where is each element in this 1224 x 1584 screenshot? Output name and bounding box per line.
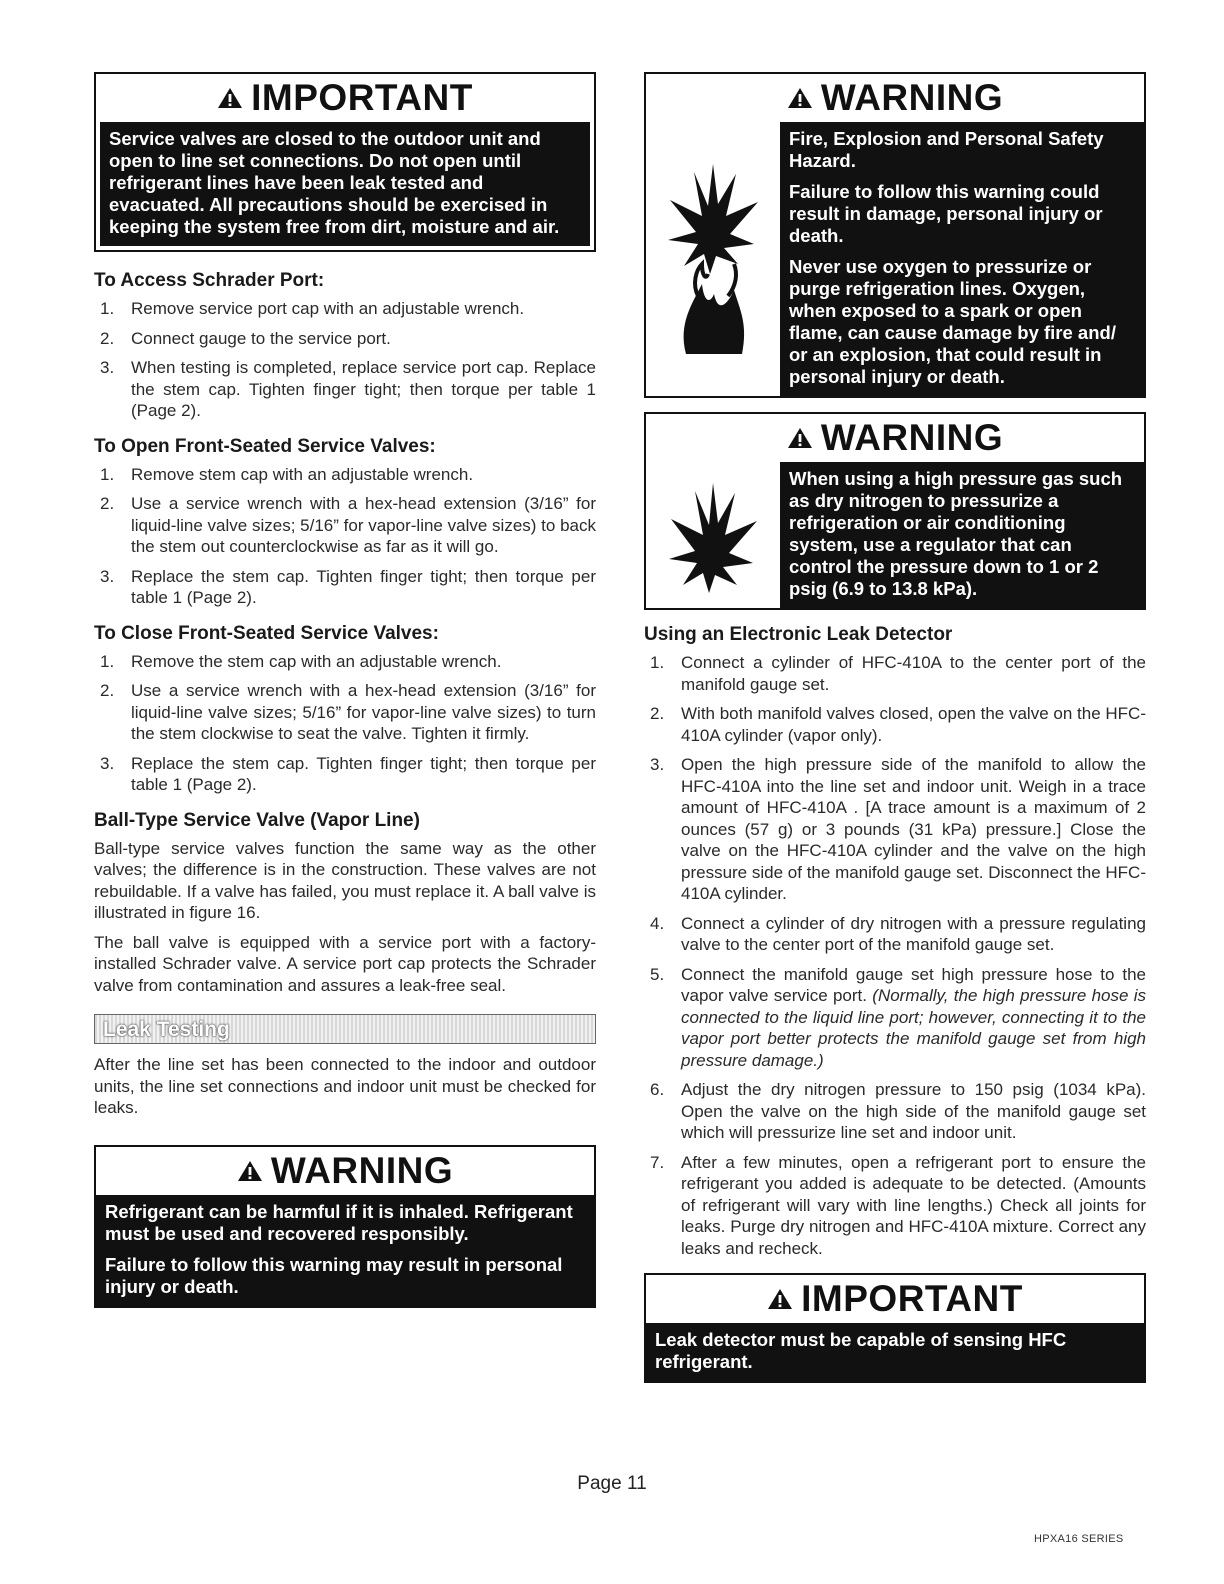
right-column (644, 72, 1146, 1383)
important-detector-text: Leak detector must be capable of sensing HFC refrigerant. (655, 1329, 1067, 1372)
important-title-row (96, 74, 594, 122)
list-item: 2. Use a service wrench with a hex-head extension (3/16” for liquid-line valve sizes; 5/16” for vapor-line valve sizes) to back the stem out counterclockwise as far as it will go. (100, 494, 596, 556)
list-item: 3. Replace the stem cap. Tighten finger tight; then torque per table 1 (Page 2). (100, 566, 596, 607)
explosion-fire-icon (646, 122, 780, 396)
close-valves-heading: To Close Front-Seated Service Valves: (94, 622, 439, 644)
open-valves-steps (94, 464, 596, 609)
step-5-note: (Normally, the high pressure hose is connected to the liquid line port; however, connecting it to the vapor port better protects the manifold gauge set from high pressure damage.) (681, 986, 1147, 1070)
important-text-block (100, 122, 590, 246)
explosion-icon (646, 462, 780, 608)
warning-title-row (96, 1147, 594, 1195)
warning-title-row (646, 74, 1144, 122)
warning-fire-text-3: Never use oxygen to pressurize or purge refrigeration lines. Oxygen, when exposed to a spark or open flame, can cause damage by fire and/ or an explosion, that could result in personal injury or death. (789, 256, 1116, 387)
warning-text-block (96, 1195, 594, 1306)
warning-triangle-icon (787, 87, 813, 109)
detector-steps (644, 652, 1146, 1259)
close-valves-steps (94, 651, 596, 796)
warning-refrigerant-box (94, 1145, 596, 1308)
ball-valve-para-1: Ball-type service valves function the same way as the other valves; the difference is in the construction. These valves are not rebuildable. If a valve has failed, you must replace it. A ball valve is illustrated in figure 16. (94, 838, 596, 922)
list-item: 1. Remove service port cap with an adjustable wrench. (100, 299, 525, 318)
warning-title: WARNING (820, 77, 1004, 118)
ball-valve-para-2: The ball valve is equipped with a service port with a factory-installed Schrader valve. A service port cap protects the Schrader valve from contamination and assures a leak-free seal. (94, 932, 596, 995)
warning-triangle-icon (237, 1160, 263, 1182)
page-number: Page 11 (577, 1473, 647, 1494)
warning-pressure-row (646, 462, 1144, 608)
important-title-row (646, 1275, 1144, 1323)
important-text: Service valves are closed to the outdoor unit and open to line set connections. Do not open until refrigerant lines have been leak tested and evacuated. All precautions should be exercised in keeping the system free from dirt, moisture and air. (109, 128, 560, 237)
list-item: 2. Use a service wrench with a hex-head extension (3/16” for liquid-line valve sizes; 5/16” for vapor-line valve sizes) to turn the stem clockwise to seat the valve. Tighten it firmly. (100, 681, 596, 743)
warning-fire-text-2: Failure to follow this warning could result in damage, personal injury or death. (789, 181, 1103, 246)
warning-triangle-icon (767, 1288, 793, 1310)
list-item: 1. Connect a cylinder of HFC-410A to the center port of the manifold gauge set. (650, 653, 1146, 694)
warning-fire-row (646, 122, 1144, 396)
warning-fire-box (644, 72, 1146, 398)
warning-title-row (646, 414, 1144, 462)
warning-triangle-icon (787, 427, 813, 449)
warning-pressure-box (644, 412, 1146, 610)
list-item: 2. With both manifold valves closed, open the valve on the HFC-410A cylinder (vapor only). (650, 704, 1146, 745)
leak-testing-text: After the line set has been connected to the indoor and outdoor units, the line set connections and indoor unit must be checked for leaks. (94, 1055, 596, 1117)
list-item: 6. Adjust the dry nitrogen pressure to 150 psig (1034 kPa). Open the valve on the high side of the manifold gauge set which will pressurize line set and indoor unit. (650, 1080, 1146, 1142)
list-item: 3. Replace the stem cap. Tighten finger tight; then torque per table 1 (Page 2). (100, 753, 596, 794)
important-detector-text-block (646, 1323, 1144, 1381)
leak-testing-heading: Leak Testing (94, 1014, 596, 1044)
list-item: 3. Open the high pressure side of the manifold to allow the HFC-410A into the line set and indoor unit. Weigh in a trace amount of HFC-410A . [A trace amount is a maximum of 2 ounces (57 g) or 3 pounds (31 kPa) pressure.] Close the valve on the HFC-410A cylinder and the valve on the high pressure side of the manifold gauge set. Disconnect the HFC-410A cylinder. (650, 755, 1146, 903)
warning-text-2: Failure to follow this warning may result in personal injury or death. (105, 1253, 563, 1297)
schrader-steps (94, 298, 596, 422)
step-5-text: Connect the manifold gauge set high pressure hose to the vapor valve service port. (681, 964, 1146, 1005)
list-item: 4. Connect a cylinder of dry nitrogen with a pressure regulating valve to the center port of the manifold gauge set. (650, 913, 1146, 954)
list-item: 1. Remove stem cap with an adjustable wrench. (100, 464, 474, 484)
warning-triangle-icon (217, 87, 243, 109)
list-item: 3. When testing is completed, replace service port cap. Replace the stem cap. Tighten finger tight; then torque per table 1 (Page 2). (100, 358, 596, 420)
list-item: 7. After a few minutes, open a refrigerant port to ensure the refrigerant you added is adequate to be detected. (Amounts of refrigerant will vary with line lengths.) Check all joints for leaks. Purge dry nitrogen and HFC-410A mixture. Correct any leaks and recheck. (650, 1152, 1146, 1258)
schrader-heading: To Access Schrader Port: (94, 270, 325, 291)
left-column (94, 72, 596, 1308)
warning-title: WARNING (820, 417, 1004, 458)
list-item: 5. Connect the manifold gauge set high pressure hose to the vapor valve service port. (Normally, the high pressure hose is connected to the liquid line port; however, connecting it to the vapor port better protects the manifold gauge set from high pressure damage.) (650, 964, 1147, 1070)
warning-title: WARNING (270, 1149, 454, 1191)
detector-heading: Using an Electronic Leak Detector (644, 624, 953, 645)
warning-fire-text-1: Fire, Explosion and Personal Safety Hazard. (789, 128, 1104, 171)
important-box (94, 72, 596, 252)
list-item: 1. Remove the stem cap with an adjustable wrench. (100, 651, 502, 671)
important-title: IMPORTANT (251, 77, 473, 118)
warning-pressure-text-block (780, 462, 1144, 608)
important-detector-box (644, 1273, 1146, 1383)
warning-fire-text-block (780, 122, 1144, 396)
ball-valve-heading: Ball-Type Service Valve (Vapor Line) (94, 809, 420, 831)
series-label: HPXA16 SERIES (1034, 1533, 1124, 1545)
list-item: 2. Connect gauge to the service port. (100, 328, 391, 348)
warning-text-1: Refrigerant can be harmful if it is inhaled. Refrigerant must be used and recovered responsibly. (105, 1200, 573, 1244)
important-title: IMPORTANT (801, 1278, 1023, 1319)
open-valves-heading: To Open Front-Seated Service Valves: (94, 435, 436, 457)
warning-pressure-text: When using a high pressure gas such as dry nitrogen to pressurize a refrigeration or air conditioning system, use a regulator that can control the pressure down to 1 or 2 psig (6.9 to 13.8 kPa). (789, 468, 1123, 599)
